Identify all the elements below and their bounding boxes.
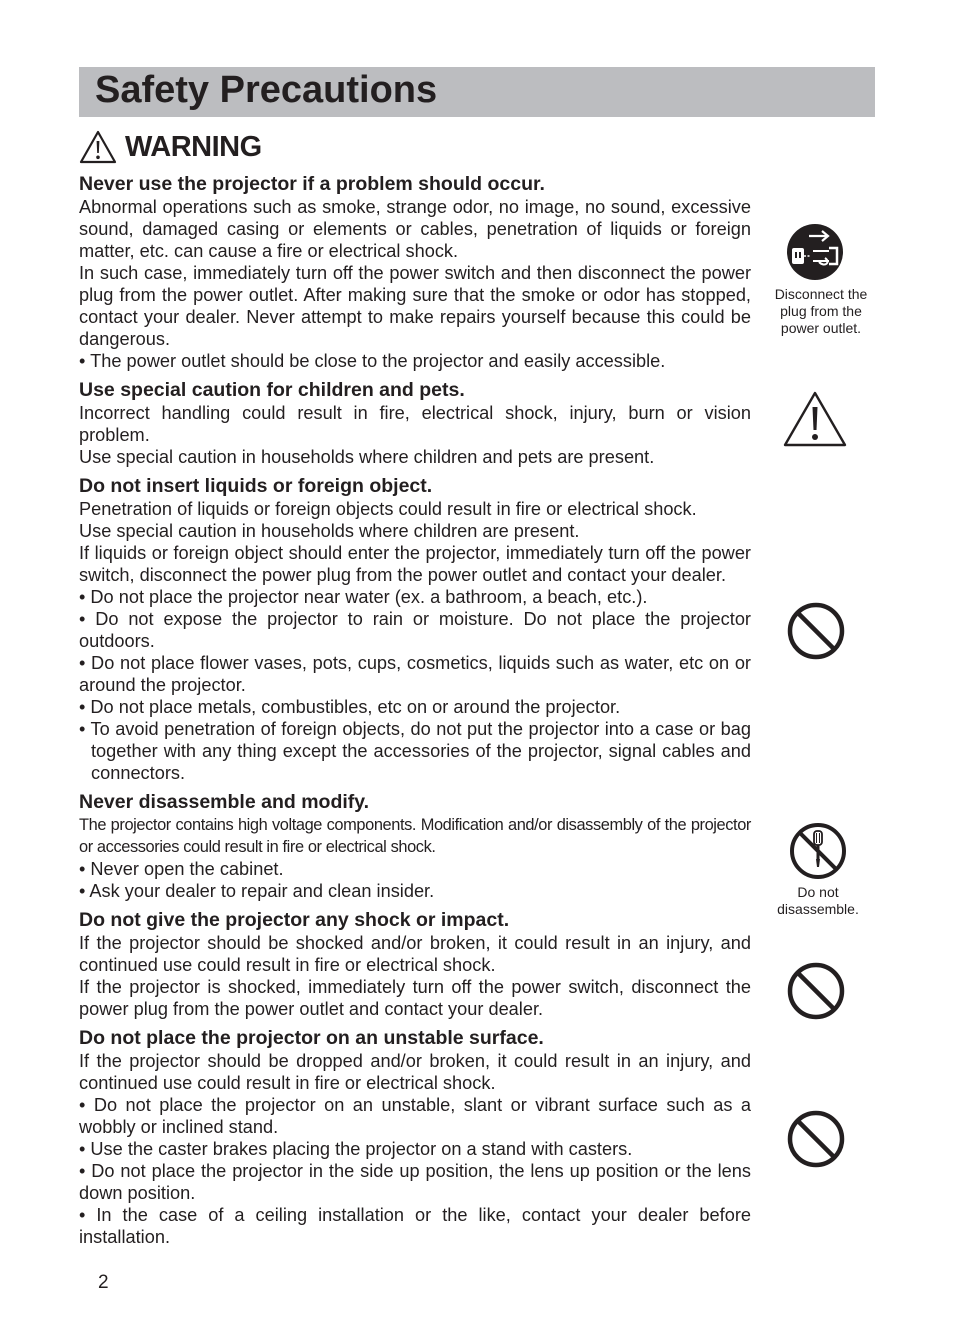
warning-content	[79, 172, 751, 1254]
bullet-item: • In the case of a ceiling installation or the like, contact your dealer before installation.	[79, 1205, 751, 1247]
section-unstable	[79, 1026, 751, 1248]
paragraph: If the projector is shocked, immediately turn off the power switch, disconnect the power plug from the power outlet and contact your dealer.	[79, 977, 751, 1019]
bullet-item: • Do not place metals, combustibles, etc on or around the projector.	[79, 697, 621, 717]
warning-label: WARNING	[125, 130, 262, 163]
bullet-item: • Do not place flower vases, pots, cups, cosmetics, liquids such as water, etc on or around the projector.	[79, 653, 751, 695]
warning-heading	[79, 129, 262, 165]
paragraph: If liquids or foreign object should enter the projector, immediately turn off the power switch, disconnect the power plug from the power outlet and contact your dealer.	[79, 543, 751, 585]
bullet-item: • Do not place the projector in the side up position, the lens up position or the lens down position.	[79, 1161, 751, 1203]
section-shock	[79, 908, 751, 1020]
paragraph: Abnormal operations such as smoke, strange odor, no image, no sound, excessive sound, damaged casing or elements or cables, penetration of liquids or foreign matter, etc. can cause a fire or electrical shock.	[79, 197, 751, 261]
paragraph: Incorrect handling could result in fire, electrical shock, injury, burn or vision problem.	[79, 403, 751, 445]
section-liquids	[79, 474, 751, 784]
no-disassemble-icon	[788, 821, 848, 881]
paragraph: Use special caution in households where children are present.	[79, 521, 580, 541]
unplug-icon	[785, 222, 845, 282]
section-heading: Do not insert liquids or foreign object.	[79, 475, 433, 497]
prohibited-icon	[786, 1109, 846, 1169]
paragraph: Penetration of liquids or foreign objects could result in fire or electrical shock.	[79, 499, 697, 519]
section-heading: Never disassemble and modify.	[79, 791, 370, 813]
bullet-item: • Do not place the projector on an unstable, slant or vibrant surface such as a wobbly or inclined stand.	[79, 1095, 751, 1137]
section-heading: Do not place the projector on an unstable surface.	[79, 1027, 544, 1049]
section-heading: Do not give the projector any shock or impact.	[79, 909, 510, 931]
bullet-item: • Use the caster brakes placing the projector on a stand with casters.	[79, 1139, 633, 1159]
section-children-pets	[79, 378, 751, 468]
paragraph: If the projector should be shocked and/or broken, it could result in an injury, and continued use could result in fire or electrical shock.	[79, 933, 751, 975]
section-heading: Never use the projector if a problem should occur.	[79, 173, 545, 195]
prohibited-icon	[786, 601, 846, 661]
paragraph: In such case, immediately turn off the power switch and then disconnect the power plug from the power outlet. After making sure that the smoke or odor has stopped, contact your dealer. Never attempt to make repairs yourself because this could be dangerous.	[79, 263, 751, 349]
page-number: 2	[98, 1272, 109, 1293]
page-title: Safety Precautions	[95, 69, 438, 111]
bullet-item: • Do not expose the projector to rain or moisture. Do not place the projector outdoors.	[79, 609, 751, 651]
paragraph: The projector contains high voltage components. Modification and/or disassembly of the projector or accessories could result in fire or electrical shock.	[79, 816, 751, 856]
caution-triangle-icon	[782, 390, 848, 448]
bullet-item: • Ask your dealer to repair and clean insider.	[79, 881, 435, 901]
section-disassemble	[79, 790, 751, 902]
paragraph: If the projector should be dropped and/or broken, it could result in an injury, and continued use could result in fire or electrical shock.	[79, 1051, 751, 1093]
section-heading: Use special caution for children and pets.	[79, 379, 465, 401]
bullet-item: • Do not place the projector near water (ex. a bathroom, a beach, etc.).	[79, 587, 648, 607]
unplug-caption: Disconnect the plug from the power outlet.	[774, 286, 868, 336]
bullet-item: • To avoid penetration of foreign objects, do not put the projector into a case or bag together with any thing except the accessories of the projector, signal cables and connectors.	[79, 719, 751, 783]
warning-triangle-icon	[79, 130, 117, 164]
bullet-item: • The power outlet should be close to the projector and easily accessible.	[79, 351, 666, 371]
title-bar	[79, 67, 875, 117]
disassemble-caption: Do not disassemble.	[777, 884, 859, 917]
bullet-item: • Never open the cabinet.	[79, 859, 284, 879]
section-problem	[79, 172, 751, 372]
paragraph: Use special caution in households where children and pets are present.	[79, 447, 655, 467]
prohibited-icon	[786, 961, 846, 1021]
